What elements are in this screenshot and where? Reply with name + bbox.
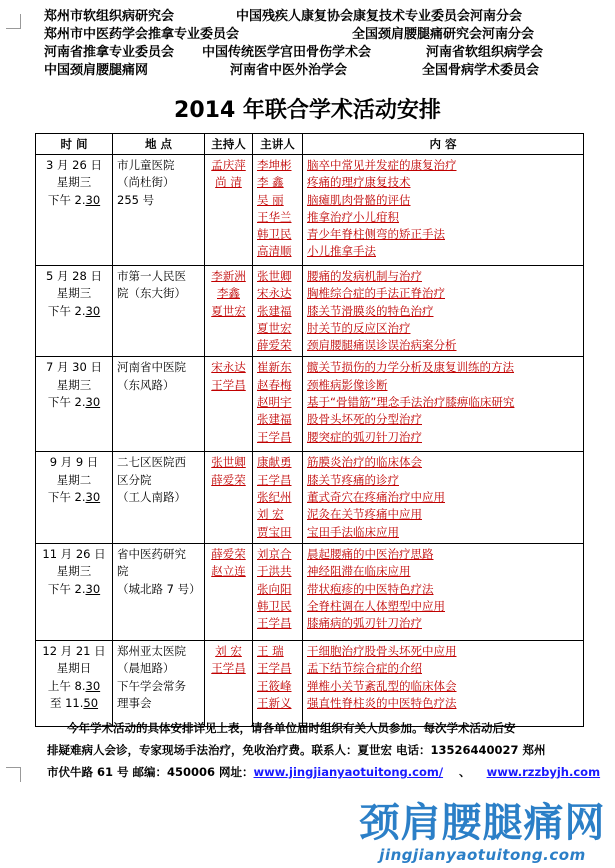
page-corner-mark xyxy=(6,767,21,782)
time-line: 星期二 xyxy=(56,472,92,487)
organizers-line xyxy=(44,8,604,26)
column-header-content: 内 容 xyxy=(303,134,584,155)
time-hour: 下午 2. xyxy=(47,490,86,505)
time-hour: 下午 2. xyxy=(47,192,86,207)
content-line: 盂下结节综合症的介绍 xyxy=(307,661,422,676)
speaker-name: 于洪共 xyxy=(257,564,292,579)
place-line: 市第一人民医 xyxy=(117,269,186,283)
speaker-name: 王 瑞 xyxy=(257,643,284,658)
place-cell xyxy=(113,452,205,543)
address-text: 市伏牛路 61 号 邮编：450006 网址： xyxy=(47,765,254,779)
place-line: （工人南路） xyxy=(117,490,186,505)
content-line: 青少年脊柱侧弯的矫正手法 xyxy=(307,227,445,242)
speaker-name: 刘 宏 xyxy=(257,507,284,522)
time-minute: 30 xyxy=(85,395,101,410)
time-minute: 30 xyxy=(85,581,101,596)
host-cell xyxy=(205,266,253,357)
speaker-name: 宋永达 xyxy=(257,286,292,301)
organizers-line xyxy=(44,44,604,62)
time-hour: 下午 2. xyxy=(47,303,86,318)
content-line: 弹椎小关节紊乱型的临床体会 xyxy=(307,678,457,693)
host-name: 张世卿 xyxy=(211,455,246,470)
speaker-name: 李 鑫 xyxy=(257,175,284,190)
speaker-name: 赵明宇 xyxy=(257,395,292,410)
content-line: 膝痛病的弧刃针刀治疗 xyxy=(307,616,422,631)
speaker-name: 王华兰 xyxy=(257,209,292,224)
column-header-host: 主持人 xyxy=(205,134,253,155)
content-line: 胸椎综合症的手法正脊治疗 xyxy=(307,286,445,301)
place-cell xyxy=(113,155,205,266)
time-line: 3 月 26 日 xyxy=(46,158,102,172)
host-cell xyxy=(205,357,253,452)
organizer: 郑州市软组织病研究会 xyxy=(44,9,175,24)
time-line: 12 月 21 日 xyxy=(42,643,106,658)
time-cell xyxy=(36,155,113,266)
host-name: 王学昌 xyxy=(211,661,246,676)
speaker-name: 张向阳 xyxy=(257,581,292,596)
speaker-name: 赵春梅 xyxy=(257,377,292,392)
speaker-name: 崔新东 xyxy=(257,360,292,375)
time-line: 星期三 xyxy=(56,175,92,190)
speaker-name: 李坤彬 xyxy=(257,158,292,172)
website-link[interactable]: www.rzzbyjh.com xyxy=(486,765,601,779)
time-line xyxy=(40,192,108,209)
organizer: 中国颈肩腰腿痛网 xyxy=(44,63,149,78)
time-line: 星期三 xyxy=(56,564,92,579)
content-cell xyxy=(303,155,584,266)
speaker-cell xyxy=(253,266,303,357)
content-line: 髋关节损伤的力学分析及康复训练的方法 xyxy=(307,360,514,375)
place-cell xyxy=(113,266,205,357)
speaker-name: 薛爱荣 xyxy=(257,338,292,353)
place-cell xyxy=(113,640,205,726)
place-line: 区分院 xyxy=(117,472,152,487)
content-line: 筋膜炎治疗的临床体会 xyxy=(307,455,422,470)
speaker-name: 韩卫民 xyxy=(257,598,292,613)
time-line: 9 月 9 日 xyxy=(49,455,99,470)
speaker-name: 王学昌 xyxy=(257,472,292,487)
organizer: 河南省中医外治学会 xyxy=(230,63,348,78)
time-hour: 至 11. xyxy=(49,695,84,710)
content-line: 肘关节的反应区治疗 xyxy=(307,320,411,335)
place-line: 市儿童医院 xyxy=(117,158,175,172)
content-line: 干细胞治疗股骨头坏死中应用 xyxy=(307,643,457,658)
content-line: 推拿治疗小儿疳积 xyxy=(307,209,399,224)
time-line: 星期三 xyxy=(56,286,92,301)
time-line xyxy=(40,303,108,320)
time-line xyxy=(40,678,108,695)
place-line: 郑州亚太医院 xyxy=(117,643,186,658)
separator: 、 xyxy=(443,765,487,779)
content-line: 颈椎病影像诊断 xyxy=(307,377,388,392)
time-minute: 30 xyxy=(85,490,101,505)
speaker-cell xyxy=(253,452,303,543)
time-line: 7 月 30 日 xyxy=(46,360,102,375)
place-line: 院 xyxy=(117,564,129,579)
content-line: 基于“骨错筋”理念手法治疗膝痹临床研究 xyxy=(307,395,515,410)
content-cell xyxy=(303,543,584,640)
place-line: （晨旭路） xyxy=(117,661,175,676)
host-name: 王学昌 xyxy=(211,377,246,392)
content-line: 腰痛的发病机制与治疗 xyxy=(307,269,422,283)
time-hour: 下午 2. xyxy=(47,395,86,410)
speaker-name: 贾宝田 xyxy=(257,524,292,539)
content-cell xyxy=(303,357,584,452)
time-line xyxy=(40,489,108,506)
time-line xyxy=(40,695,108,712)
host-name: 薛爱荣 xyxy=(211,472,246,487)
speaker-name: 刘京合 xyxy=(257,546,292,561)
speaker-name: 王学昌 xyxy=(257,616,292,631)
table-row xyxy=(36,155,584,266)
organizer: 全国骨病学术委员会 xyxy=(422,63,540,78)
content-line: 泥灸在关节疼痛中应用 xyxy=(307,507,422,522)
table-row xyxy=(36,266,584,357)
content-line: 神经阻滞在临床应用 xyxy=(307,564,411,579)
organizer: 全国颈肩腰腿痛研究会河南分会 xyxy=(352,27,535,42)
content-line: 颈肩腰腿痛误诊误治病案分析 xyxy=(307,338,457,353)
time-line: 星期三 xyxy=(56,377,92,392)
place-cell xyxy=(113,357,205,452)
time-cell xyxy=(36,357,113,452)
speaker-name: 王新义 xyxy=(257,695,292,710)
website-link[interactable]: www.jingjianyaotuitong.com/ xyxy=(253,765,444,779)
place-line: 理事会 xyxy=(117,695,152,710)
place-line: 省中医药研究 xyxy=(117,546,186,561)
speaker-cell xyxy=(253,543,303,640)
organizer: 河南省软组织病学会 xyxy=(426,45,544,60)
document-title: 2014 年联合学术活动安排 xyxy=(174,98,441,123)
speaker-name: 韩卫民 xyxy=(257,227,292,242)
speaker-name: 张世卿 xyxy=(257,269,292,283)
time-hour: 下午 2. xyxy=(47,581,86,596)
place-line: 院（东大街） xyxy=(117,286,186,301)
time-minute: 50 xyxy=(83,695,99,710)
content-line: 股骨头坏死的分型治疗 xyxy=(307,412,422,427)
speaker-name: 张纪州 xyxy=(257,490,292,505)
notice-line: 排疑难病人会诊，专家现场手法治疗，免收治疗费。联系人：夏世宏 电话：13526440027 郑州 xyxy=(47,743,546,757)
content-line: 带状疱疹的中医特色疗法 xyxy=(307,581,434,596)
host-name: 薛爱荣 xyxy=(211,546,246,561)
host-name: 李新洲 xyxy=(211,269,246,283)
organizers-line xyxy=(44,26,604,44)
host-name: 尚 清 xyxy=(215,175,242,190)
content-line: 宝田手法临床应用 xyxy=(307,524,399,539)
time-cell xyxy=(36,543,113,640)
time-cell xyxy=(36,266,113,357)
column-header-place: 地 点 xyxy=(113,134,205,155)
organizer: 中国传统医学宫田骨伤学术会 xyxy=(202,45,372,60)
time-minute: 30 xyxy=(85,303,101,318)
time-line: 5 月 28 日 xyxy=(46,269,102,283)
watermark-url: jingjianyaotuitong.com xyxy=(379,846,586,864)
time-line xyxy=(40,394,108,411)
place-line: 河南省中医院 xyxy=(117,360,186,375)
speaker-cell xyxy=(253,640,303,726)
organizers-line xyxy=(44,62,604,80)
place-line: 下午学会常务 xyxy=(117,678,186,693)
host-name: 夏世宏 xyxy=(211,303,246,318)
speaker-name: 高清顺 xyxy=(257,244,292,259)
page-corner-mark xyxy=(6,14,21,29)
speaker-cell xyxy=(253,155,303,266)
time-line xyxy=(40,581,108,598)
content-cell xyxy=(303,266,584,357)
place-line: （城北路 7 号） xyxy=(117,581,201,596)
speaker-name: 张建福 xyxy=(257,412,292,427)
organizer: 郑州市中医药学会推拿专业委员会 xyxy=(44,27,240,42)
table-row xyxy=(36,543,584,640)
speaker-name: 王学昌 xyxy=(257,429,292,444)
host-cell xyxy=(205,155,253,266)
content-line: 董式奇穴在疼痛治疗中应用 xyxy=(307,490,445,505)
speaker-name: 王学昌 xyxy=(257,661,292,676)
place-line: 二七区医院西 xyxy=(117,455,186,470)
time-hour: 上午 8. xyxy=(47,678,86,693)
notice-line: 今年学术活动的具体安排详见上表，请各单位届时组织有关人员参加。每次学术活动后安 xyxy=(67,721,516,735)
host-cell xyxy=(205,543,253,640)
notice-line xyxy=(47,761,601,783)
place-line: （东风路） xyxy=(117,377,175,392)
organizers-header xyxy=(44,8,604,80)
content-line: 膝关节滑膜炎的特色治疗 xyxy=(307,303,434,318)
table-header-row xyxy=(36,134,584,155)
time-minute: 30 xyxy=(85,678,101,693)
time-cell xyxy=(36,640,113,726)
content-cell xyxy=(303,452,584,543)
notice-footer xyxy=(47,717,601,783)
site-watermark xyxy=(350,800,615,864)
speaker-name: 王筱峰 xyxy=(257,678,292,693)
speaker-name: 张建福 xyxy=(257,303,292,318)
time-line: 11 月 26 日 xyxy=(42,546,106,561)
content-cell xyxy=(303,640,584,726)
speaker-name: 康献勇 xyxy=(257,455,292,470)
place-line: 255 号 xyxy=(117,192,155,207)
host-name: 孟庆萍 xyxy=(211,158,246,172)
place-line: （尚杜街） xyxy=(117,175,175,190)
host-name: 宋永达 xyxy=(211,360,246,375)
column-header-speaker: 主讲人 xyxy=(253,134,303,155)
host-name: 李鑫 xyxy=(217,286,240,301)
time-line: 星期日 xyxy=(56,661,92,676)
host-name: 刘 宏 xyxy=(215,643,242,658)
time-cell xyxy=(36,452,113,543)
content-line: 脑卒中常见并发症的康复治疗 xyxy=(307,158,457,172)
organizer: 中国残疾人康复协会康复技术专业委员会河南分会 xyxy=(236,9,523,24)
table-row xyxy=(36,640,584,726)
place-cell xyxy=(113,543,205,640)
host-cell xyxy=(205,640,253,726)
speaker-cell xyxy=(253,357,303,452)
speaker-name: 吴 丽 xyxy=(257,192,284,207)
content-line: 疼痛的理疗康复技术 xyxy=(307,175,411,190)
host-cell xyxy=(205,452,253,543)
content-line: 晨起腰痛的中医治疗思路 xyxy=(307,546,434,561)
content-line: 强直性脊柱炎的中医特色疗法 xyxy=(307,695,457,710)
schedule-table xyxy=(35,133,584,727)
content-line: 膝关节疼痛的诊疗 xyxy=(307,472,399,487)
organizer: 河南省推拿专业委员会 xyxy=(44,45,175,60)
watermark-logo-text: 颈肩腰腿痛网 xyxy=(359,799,606,846)
column-header-time: 时 间 xyxy=(36,134,113,155)
table-row xyxy=(36,357,584,452)
content-line: 脑瘫肌肉骨骼的评估 xyxy=(307,192,411,207)
speaker-name: 夏世宏 xyxy=(257,320,292,335)
table-row xyxy=(36,452,584,543)
content-line: 腰突症的弧刃针刀治疗 xyxy=(307,429,422,444)
time-minute: 30 xyxy=(85,192,101,207)
content-line: 小儿推拿手法 xyxy=(307,244,376,259)
host-name: 赵立连 xyxy=(211,564,246,579)
content-line: 全脊柱调在人体塑型中应用 xyxy=(307,598,445,613)
